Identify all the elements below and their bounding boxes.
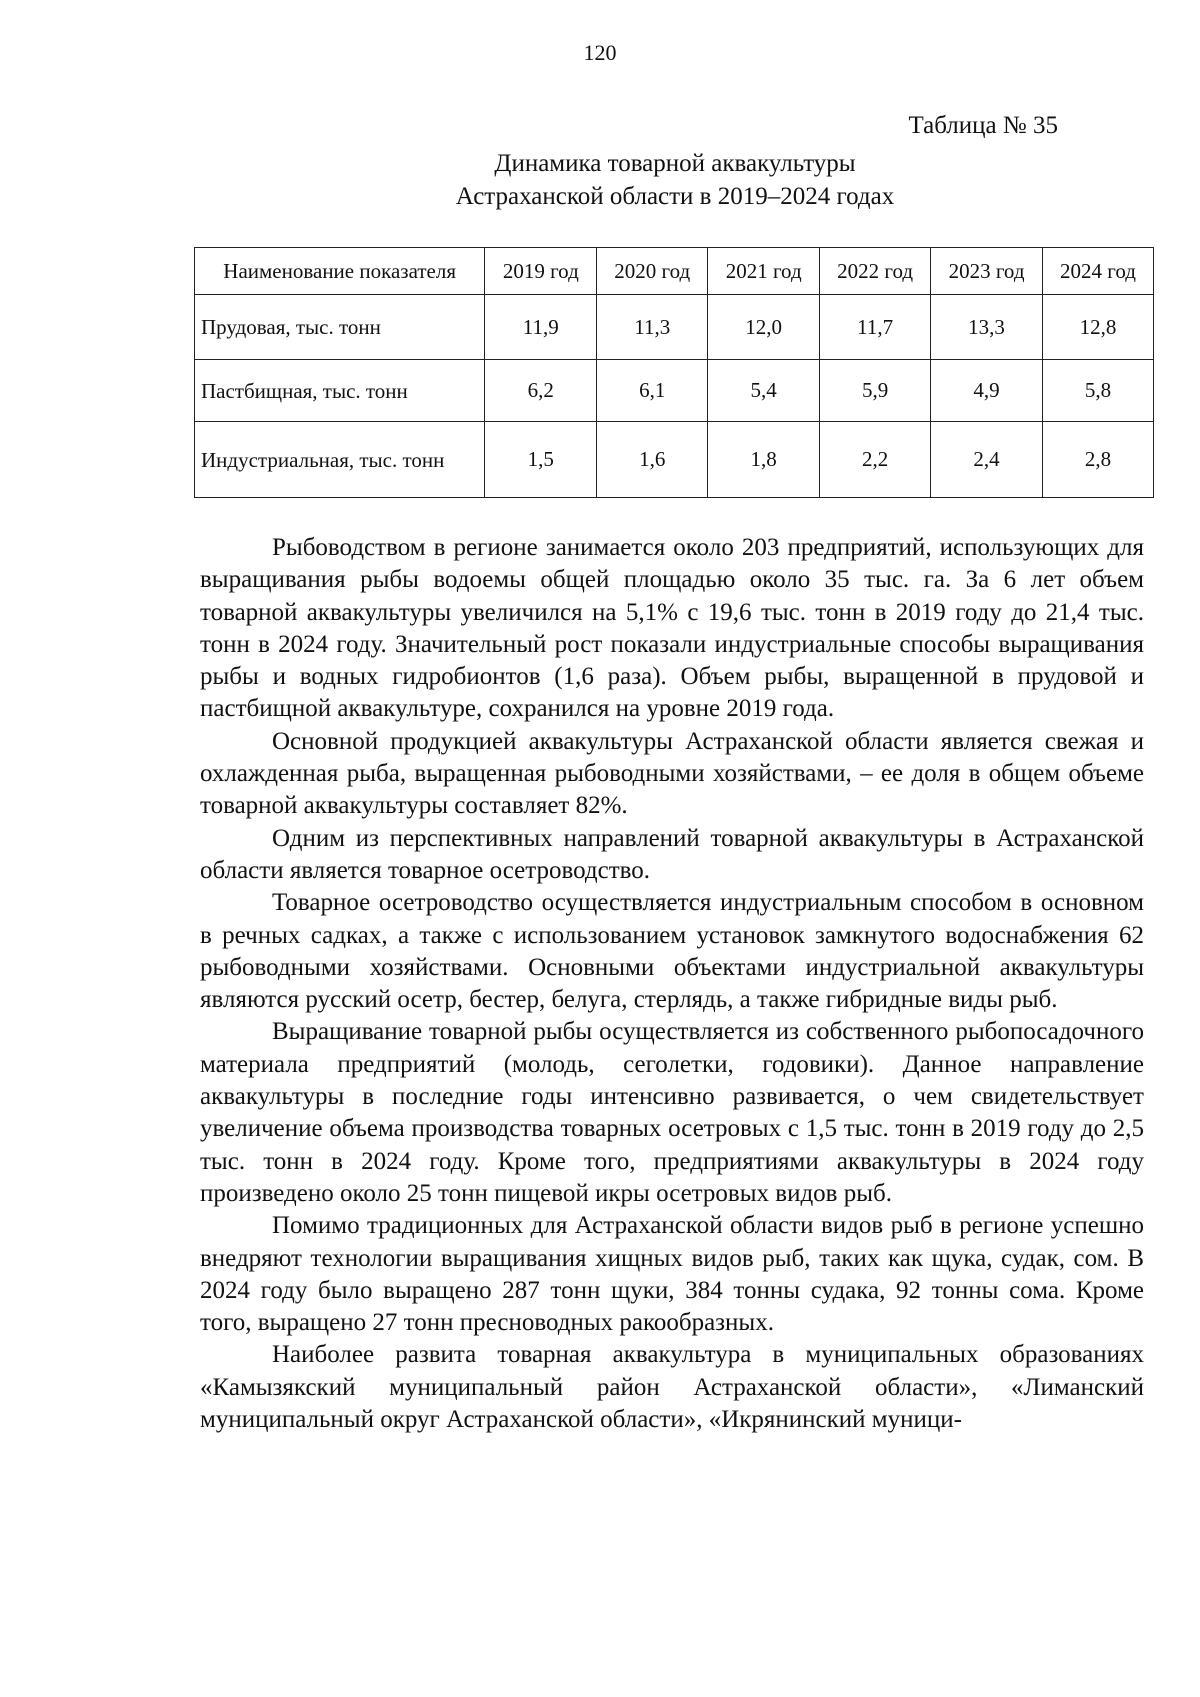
aquaculture-table (194, 247, 1154, 498)
table-cell: 2,8 (1043, 422, 1154, 498)
paragraph: Рыбоводством в регионе занимается около 203 предприятий, использующих для выращивания рыбы водоемы общей площадью около 35 тыс. га. За 6 лет объем товарной аквакультуры увеличился на 5,1% с 19,6 тыс. тонн в 2019 году до 21,4 тыс. тонн в 2024 году. Значительный рост показали индустриальные способы выращивания рыбы и водных гидробионтов (1,6 раза). Объем рыбы, выращенной в прудовой и пастбищной аквакультуре, сохранился на уровне 2019 года. (200, 534, 1144, 723)
table-title (0, 147, 1200, 213)
row-name: Индустриальная, тыс. тонн (195, 422, 485, 498)
table-row (195, 422, 1154, 498)
table-cell: 1,8 (708, 422, 820, 498)
page-number: 120 (583, 40, 617, 65)
row-name: Прудовая, тыс. тонн (195, 295, 485, 360)
table-label: Таблица № 35 (908, 112, 1058, 139)
table-row (195, 295, 1154, 360)
paragraph: Основной продукцией аквакультуры Астраханской области является свежая и охлажденная рыба, выращенная рыбоводными хозяйствами, – ее доля в общем объеме товарной аквакультуры составляет 82%. (200, 727, 1144, 820)
header-year-2022: 2022 год (820, 248, 931, 295)
table-cell: 13,3 (931, 295, 1043, 360)
table-cell: 5,9 (820, 360, 931, 422)
table-cell: 4,9 (931, 360, 1043, 422)
table-cell: 11,3 (597, 295, 708, 360)
header-year-2024: 2024 год (1043, 248, 1154, 295)
header-indicator: Наименование показателя (195, 248, 485, 295)
table-cell: 6,2 (485, 360, 597, 422)
table-cell: 1,6 (597, 422, 708, 498)
table-cell: 11,7 (820, 295, 931, 360)
table-cell: 6,1 (597, 360, 708, 422)
row-name: Пастбищная, тыс. тонн (195, 360, 485, 422)
table-cell: 12,8 (1043, 295, 1154, 360)
body-text (200, 532, 1144, 1436)
table-cell: 12,0 (708, 295, 820, 360)
table-cell: 2,2 (820, 422, 931, 498)
header-year-2023: 2023 год (931, 248, 1043, 295)
header-year-2019: 2019 год (485, 248, 597, 295)
paragraph: Наиболее развита товарная аквакультура в муниципальных образованиях «Камызякский муниципальный район Астраханской области», «Лиманский муниципальный округ Астраханской области», «Икрянинский муници- (200, 1341, 1144, 1434)
paragraph: Одним из перспективных направлений товарной аквакультуры в Астраханской области является товарное осетроводство. (200, 824, 1144, 884)
table-cell: 5,8 (1043, 360, 1154, 422)
table-title-line-1: Динамика товарной аквакультуры (494, 150, 856, 177)
table-title-line-2: Астраханской области в 2019–2024 годах (455, 183, 895, 210)
header-year-2020: 2020 год (597, 248, 708, 295)
table-cell: 11,9 (485, 295, 597, 360)
table-cell: 5,4 (708, 360, 820, 422)
table-cell: 1,5 (485, 422, 597, 498)
paragraph: Помимо традиционных для Астраханской области видов рыб в регионе успешно внедряют технологии выращивания хищных видов рыб, таких как щука, судак, сом. В 2024 году было выращено 287 тонн щуки, 384 тонны судака, 92 тонны сома. Кроме того, выращено 27 тонн пресноводных ракообразных. (200, 1212, 1144, 1337)
paragraph: Товарное осетроводство осуществляется индустриальным способом в основном в речных садках, а также с использованием установок замкнутого водоснабжения 62 рыбоводными хозяйствами. Основными объектами индустриальной аквакультуры являются русский осетр, бестер, белуга, стерлядь, а также гибридные виды рыб. (200, 889, 1144, 1014)
table-cell: 2,4 (931, 422, 1043, 498)
table-header-row (195, 248, 1154, 295)
paragraph: Выращивание товарной рыбы осуществляется из собственного рыбопосадочного материала предприятий (молодь, сеголетки, годовики). Данное направление аквакультуры в последние годы интенсивно развивается, о чем свидетельствует увеличение объема производства товарных осетровых с 1,5 тыс. тонн в 2019 году до 2,5 тыс. тонн в 2024 году. Кроме того, предприятиями аквакультуры в 2024 году произведено около 25 тонн пищевой икры осетровых видов рыб. (200, 1018, 1144, 1207)
header-year-2021: 2021 год (708, 248, 820, 295)
table-row (195, 360, 1154, 422)
